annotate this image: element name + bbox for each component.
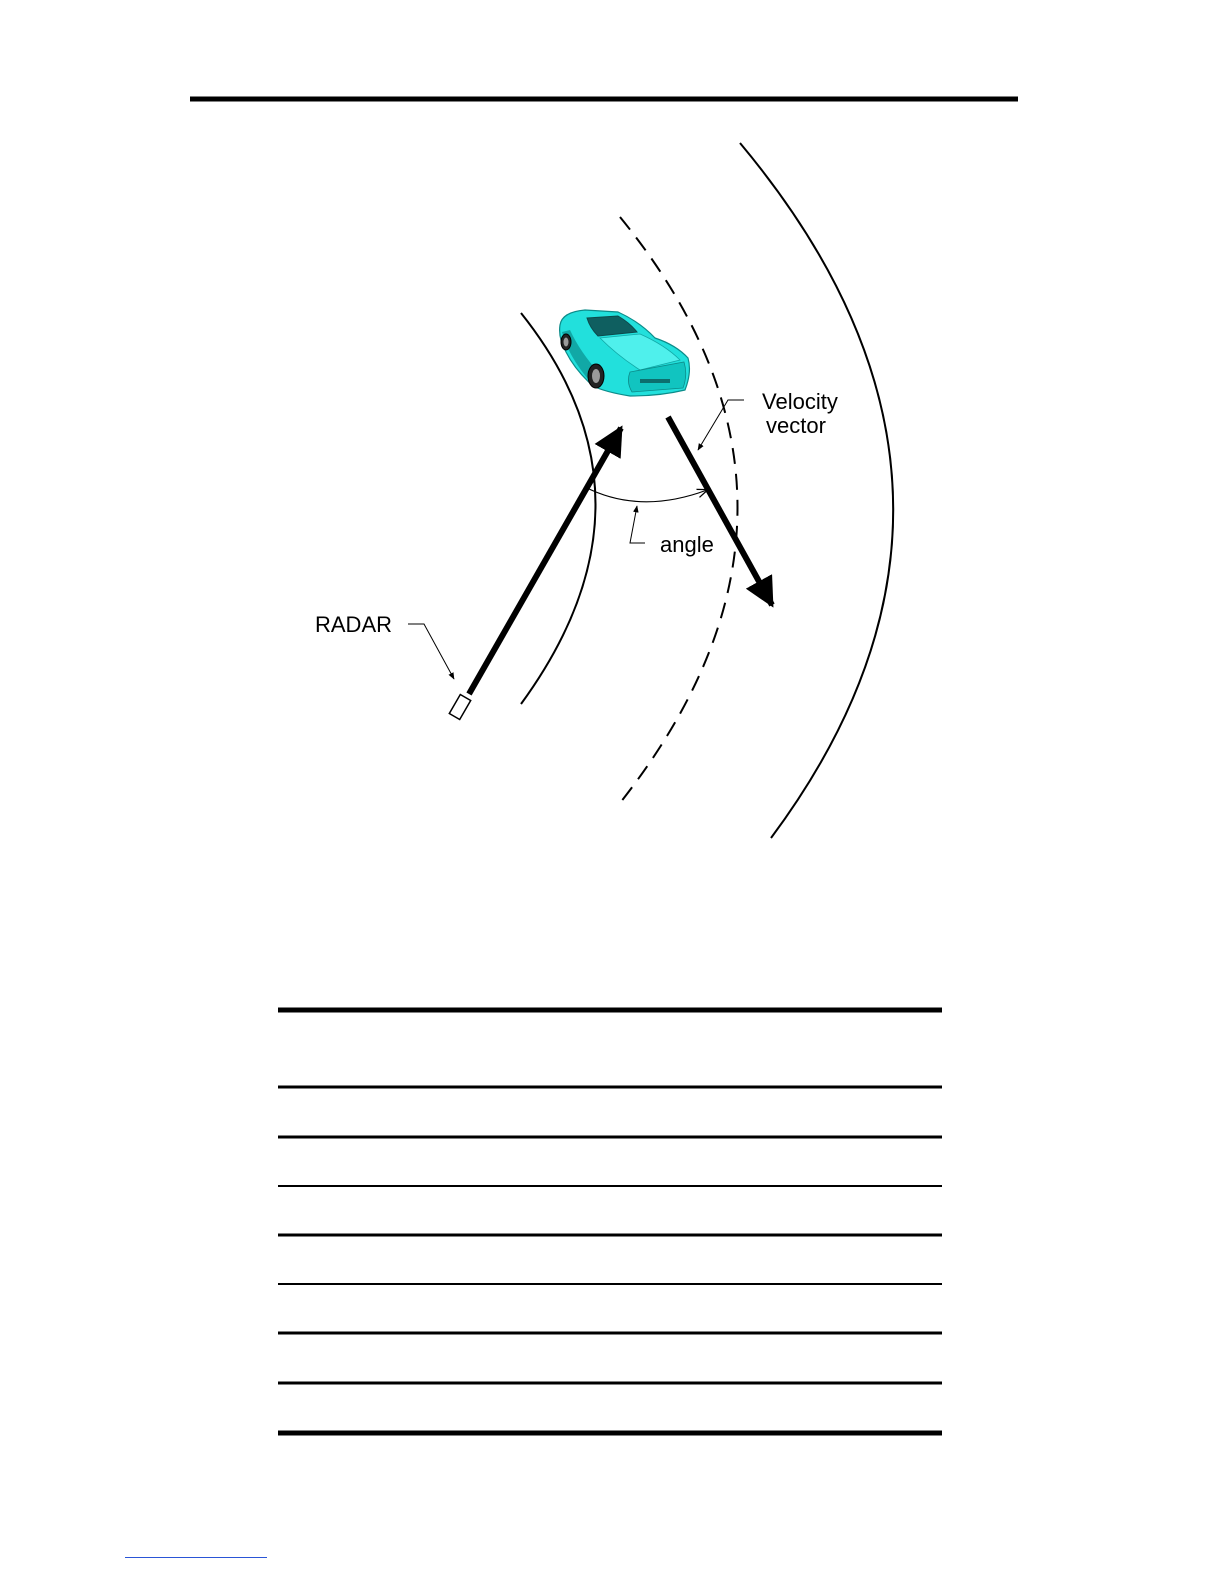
velocity-label-line2: vector — [766, 413, 826, 438]
outer-wavefront-arc — [740, 143, 893, 838]
radar-beam-arrow — [469, 428, 621, 694]
angle-label: angle — [660, 532, 714, 557]
angle-leader-line — [630, 506, 645, 543]
velocity-label-line1: Velocity — [762, 389, 838, 414]
empty-table — [278, 1010, 942, 1433]
radar-label: RADAR — [315, 612, 393, 637]
velocity-vector-arrow — [668, 417, 772, 605]
radar-device-icon — [449, 694, 470, 719]
footnote-rule — [125, 1557, 267, 1558]
radar-leader-line — [408, 624, 454, 679]
angle-arc — [585, 487, 707, 502]
car-icon — [560, 310, 690, 396]
velocity-leader-line — [698, 400, 744, 450]
